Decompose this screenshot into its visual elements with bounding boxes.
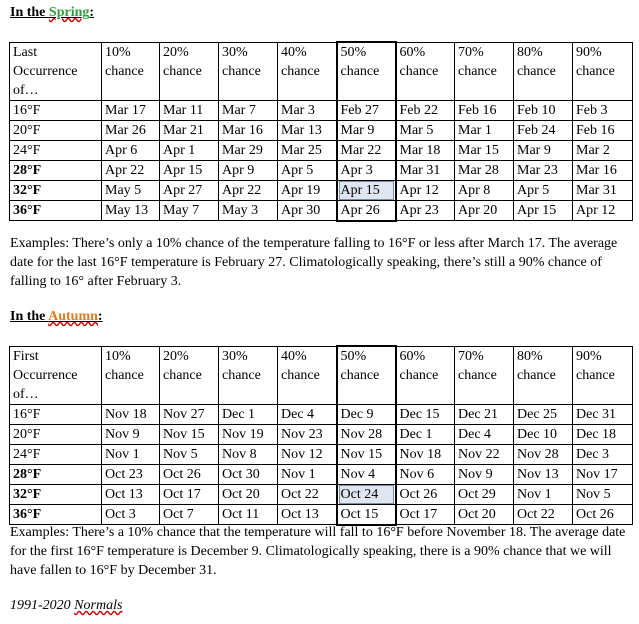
- spring-date-cell: Mar 23: [514, 160, 573, 180]
- autumn-date-cell: Oct 20: [219, 484, 278, 504]
- spring-date-cell: [337, 180, 396, 200]
- normals-years: 1991-2020: [10, 598, 71, 613]
- spring-date-cell: Apr 1: [160, 140, 219, 160]
- spring-date-cell: Apr 9: [219, 160, 278, 180]
- spring-temp-label: 24°F: [10, 140, 102, 160]
- spring-temp-label: 36°F: [10, 200, 102, 221]
- spring-date-cell: Apr 12: [396, 180, 455, 200]
- spring-date-cell: Mar 11: [160, 100, 219, 120]
- spring-date-cell: Mar 18: [396, 140, 455, 160]
- autumn-heading-prefix: In the: [10, 309, 49, 324]
- spring-row-28f: [10, 160, 633, 180]
- autumn-date-cell: Oct 26: [396, 484, 455, 504]
- spring-row-24f: [10, 140, 633, 160]
- spring-date-cell: Mar 29: [219, 140, 278, 160]
- spring-header-10pct: 10% chance: [102, 42, 160, 100]
- autumn-date-cell: Nov 1: [278, 464, 337, 484]
- spring-date-cell: Apr 30: [278, 200, 337, 221]
- spring-heading-colon: :: [89, 5, 95, 20]
- autumn-row-36f: [10, 504, 633, 525]
- spring-season-word: Spring: [48, 5, 90, 20]
- autumn-date-cell: Oct 15: [337, 504, 396, 525]
- spring-date-cell: Apr 5: [278, 160, 337, 180]
- autumn-date-cell: Nov 13: [514, 464, 573, 484]
- autumn-date-cell: Dec 1: [219, 404, 278, 424]
- autumn-temp-label: 24°F: [10, 444, 102, 464]
- autumn-header-50pct: 50% chance: [337, 346, 396, 404]
- spring-date-cell: Mar 21: [160, 120, 219, 140]
- spring-date-cell: Mar 3: [278, 100, 337, 120]
- autumn-date-cell: Oct 22: [514, 504, 573, 525]
- spring-date-cell: Feb 10: [514, 100, 573, 120]
- autumn-date-cell: Nov 28: [514, 444, 573, 464]
- spring-date-cell: Mar 5: [396, 120, 455, 140]
- spring-date-cell: Mar 2: [573, 140, 633, 160]
- spring-date-cell: Apr 26: [337, 200, 396, 221]
- spring-row-32f: [10, 180, 633, 200]
- spring-temp-label: 16°F: [10, 100, 102, 120]
- autumn-header-60pct: 60% chance: [396, 346, 455, 404]
- autumn-date-cell: Dec 4: [278, 404, 337, 424]
- autumn-row-32f: [10, 484, 633, 504]
- spring-date-cell: Feb 16: [455, 100, 514, 120]
- autumn-date-cell: Dec 18: [573, 424, 633, 444]
- autumn-date-cell: Nov 18: [396, 444, 455, 464]
- autumn-date-cell: [337, 484, 396, 504]
- autumn-date-cell: Nov 27: [160, 404, 219, 424]
- spring-date-cell: Apr 27: [160, 180, 219, 200]
- autumn-header-label: First Occurrence of…: [10, 346, 102, 404]
- autumn-date-cell: Nov 5: [160, 444, 219, 464]
- spring-header-50pct: 50% chance: [337, 42, 396, 100]
- autumn-date-cell: Nov 1: [514, 484, 573, 504]
- spring-row-36f: [10, 200, 633, 221]
- autumn-heading: [10, 309, 103, 325]
- spring-date-cell: Mar 1: [455, 120, 514, 140]
- spring-date-cell: Mar 31: [396, 160, 455, 180]
- spring-date-cell: Mar 15: [455, 140, 514, 160]
- autumn-date-cell: Oct 13: [102, 484, 160, 504]
- autumn-header-10pct: 10% chance: [102, 346, 160, 404]
- autumn-date-cell: Nov 17: [573, 464, 633, 484]
- spring-date-cell: Mar 16: [219, 120, 278, 140]
- spring-header-90pct: 90% chance: [573, 42, 633, 100]
- autumn-row-16f: [10, 404, 633, 424]
- spring-date-cell: May 5: [102, 180, 160, 200]
- autumn-date-cell: Oct 30: [219, 464, 278, 484]
- autumn-header-row: [10, 346, 633, 404]
- spring-date-cell: Apr 15: [160, 160, 219, 180]
- spring-date-cell: Mar 25: [278, 140, 337, 160]
- spring-header-40pct: 40% chance: [278, 42, 337, 100]
- spring-header-30pct: 30% chance: [219, 42, 278, 100]
- autumn-date-cell: Nov 15: [337, 444, 396, 464]
- autumn-date-cell: Oct 17: [160, 484, 219, 504]
- spring-date-cell: May 7: [160, 200, 219, 221]
- autumn-date-cell: Nov 23: [278, 424, 337, 444]
- autumn-temp-label: 32°F: [10, 484, 102, 504]
- autumn-date-cell: Dec 10: [514, 424, 573, 444]
- normals-footer: [10, 598, 122, 614]
- autumn-header-90pct: 90% chance: [573, 346, 633, 404]
- spring-example: Examples: There’s only a 10% chance of the temperature falling to 16°F or less after March 17. The average date for the last 16°F temperature is February 27. Climatologically speaking, there’s still a 90% chance of falling to 16° after February 3.: [10, 236, 618, 289]
- autumn-date-cell: Dec 15: [396, 404, 455, 424]
- autumn-date-cell: Dec 9: [337, 404, 396, 424]
- autumn-date-cell: Oct 7: [160, 504, 219, 525]
- autumn-date-cell: Nov 9: [102, 424, 160, 444]
- autumn-date-cell: Dec 25: [514, 404, 573, 424]
- autumn-date-cell: Nov 1: [102, 444, 160, 464]
- spring-date-cell: Mar 22: [337, 140, 396, 160]
- spring-date-cell: Mar 13: [278, 120, 337, 140]
- spring-date-cell: Apr 15: [514, 200, 573, 221]
- spring-heading-prefix: In the: [10, 5, 49, 20]
- spring-date-cell: Feb 22: [396, 100, 455, 120]
- autumn-date-cell: Oct 3: [102, 504, 160, 525]
- autumn-date-cell: Nov 22: [455, 444, 514, 464]
- autumn-header-30pct: 30% chance: [219, 346, 278, 404]
- spring-date-cell: Apr 12: [573, 200, 633, 221]
- autumn-row-24f: [10, 444, 633, 464]
- autumn-date-cell: Nov 28: [337, 424, 396, 444]
- autumn-date-cell: Oct 13: [278, 504, 337, 525]
- spring-header-70pct: 70% chance: [455, 42, 514, 100]
- autumn-date-cell: Oct 26: [160, 464, 219, 484]
- autumn-date-cell: Nov 15: [160, 424, 219, 444]
- spring-date-cell: Feb 24: [514, 120, 573, 140]
- autumn-date-cell: Nov 18: [102, 404, 160, 424]
- spring-date-cell: May 3: [219, 200, 278, 221]
- autumn-date-cell: Nov 8: [219, 444, 278, 464]
- autumn-date-cell: Dec 4: [455, 424, 514, 444]
- spring-date-cell: Apr 22: [219, 180, 278, 200]
- spring-date-cell: Apr 3: [337, 160, 396, 180]
- autumn-temp-label: 20°F: [10, 424, 102, 444]
- autumn-date-cell: Oct 11: [219, 504, 278, 525]
- spring-header-60pct: 60% chance: [396, 42, 455, 100]
- autumn-table: [9, 345, 633, 526]
- spring-date-cell: Mar 16: [573, 160, 633, 180]
- spring-table: [9, 41, 633, 222]
- spring-header-row: [10, 42, 633, 100]
- autumn-date-cell: Oct 22: [278, 484, 337, 504]
- spring-date-cell: Apr 8: [455, 180, 514, 200]
- spring-date-cell: Apr 6: [102, 140, 160, 160]
- autumn-date-cell: Oct 17: [396, 504, 455, 525]
- spring-temp-label: 20°F: [10, 120, 102, 140]
- autumn-date-cell: Dec 21: [455, 404, 514, 424]
- autumn-date-cell: Nov 12: [278, 444, 337, 464]
- autumn-header-70pct: 70% chance: [455, 346, 514, 404]
- autumn-date-cell: Nov 19: [219, 424, 278, 444]
- autumn-season-word: Autumn: [48, 309, 98, 324]
- spring-row-16f: [10, 100, 633, 120]
- spring-date-cell: Mar 17: [102, 100, 160, 120]
- autumn-date-cell: Oct 20: [455, 504, 514, 525]
- spring-date-cell: Apr 22: [102, 160, 160, 180]
- spring-date-cell: May 13: [102, 200, 160, 221]
- spring-date-cell: Apr 20: [455, 200, 514, 221]
- spring-date-cell: Feb 27: [337, 100, 396, 120]
- spring-header-label: Last Occurrence of…: [10, 42, 102, 100]
- autumn-date-cell: Nov 9: [455, 464, 514, 484]
- spring-temp-label: 32°F: [10, 180, 102, 200]
- spring-date-cell: Apr 23: [396, 200, 455, 221]
- autumn-example: Examples: There’s a 10% chance that the temperature will fall to 16°F before November 18. The average date for the first 16°F temperature is December 9. Climatologically speaking, there is a 90% chance that we will have fallen to 16°F by December 31.: [10, 525, 626, 578]
- autumn-date-cell: Dec 1: [396, 424, 455, 444]
- spring-temp-label: 28°F: [10, 160, 102, 180]
- autumn-date-cell: Oct 29: [455, 484, 514, 504]
- spring-date-cell: Feb 16: [573, 120, 633, 140]
- autumn-header-80pct: 80% chance: [514, 346, 573, 404]
- autumn-temp-label: 36°F: [10, 504, 102, 525]
- autumn-date-cell: Dec 31: [573, 404, 633, 424]
- autumn-date-cell: Oct 26: [573, 504, 633, 525]
- autumn-header-40pct: 40% chance: [278, 346, 337, 404]
- spring-highlighted-median: Apr 15: [339, 181, 394, 200]
- autumn-date-cell: Nov 5: [573, 484, 633, 504]
- autumn-temp-label: 16°F: [10, 404, 102, 424]
- spring-date-cell: Mar 9: [514, 140, 573, 160]
- autumn-highlighted-median: Oct 24: [339, 485, 394, 504]
- spring-date-cell: Mar 9: [337, 120, 396, 140]
- normals-label: Normals: [74, 598, 123, 613]
- spring-date-cell: Mar 7: [219, 100, 278, 120]
- spring-date-cell: Mar 28: [455, 160, 514, 180]
- autumn-heading-colon: :: [97, 309, 103, 324]
- autumn-date-cell: Nov 4: [337, 464, 396, 484]
- autumn-row-20f: [10, 424, 633, 444]
- spring-date-cell: Apr 19: [278, 180, 337, 200]
- spring-date-cell: Feb 3: [573, 100, 633, 120]
- autumn-date-cell: Dec 3: [573, 444, 633, 464]
- autumn-date-cell: Nov 6: [396, 464, 455, 484]
- autumn-temp-label: 28°F: [10, 464, 102, 484]
- autumn-date-cell: Oct 23: [102, 464, 160, 484]
- spring-date-cell: Apr 5: [514, 180, 573, 200]
- spring-date-cell: Mar 31: [573, 180, 633, 200]
- spring-row-20f: [10, 120, 633, 140]
- autumn-header-20pct: 20% chance: [160, 346, 219, 404]
- autumn-row-28f: [10, 464, 633, 484]
- spring-heading: [10, 5, 94, 21]
- spring-header-80pct: 80% chance: [514, 42, 573, 100]
- spring-header-20pct: 20% chance: [160, 42, 219, 100]
- spring-date-cell: Mar 26: [102, 120, 160, 140]
